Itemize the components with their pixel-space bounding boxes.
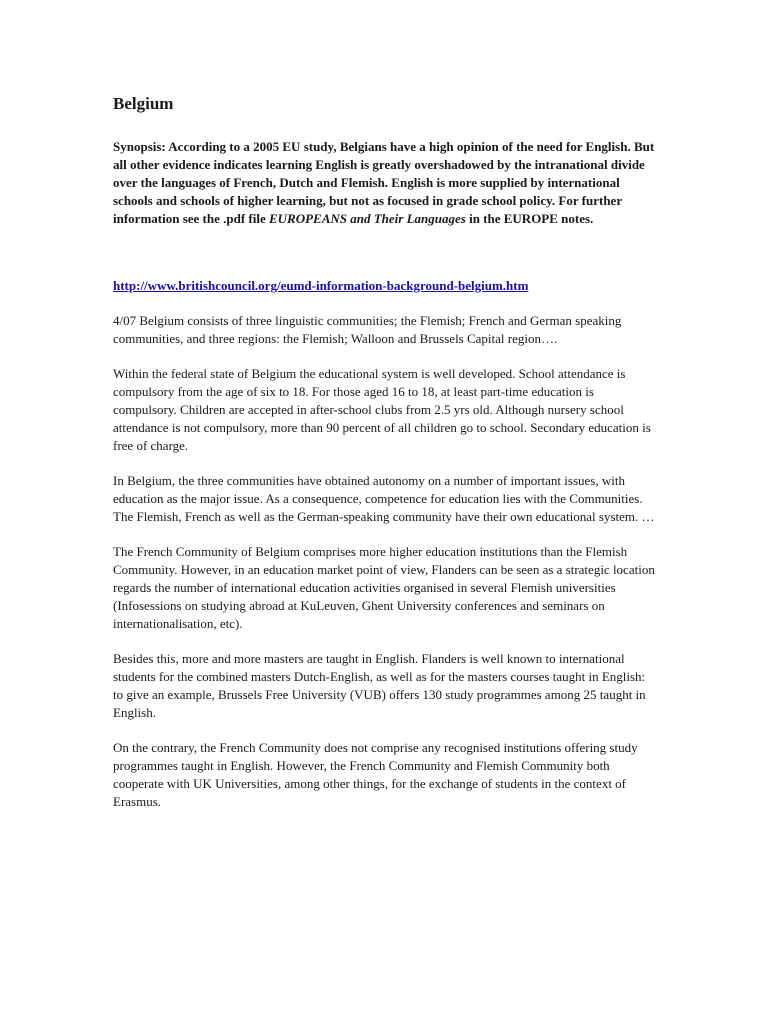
synopsis-paragraph	[113, 138, 658, 228]
document-title: Belgium	[113, 94, 174, 113]
paragraph-higher-education: The French Community of Belgium comprises more higher education institutions than the Flemish Community. However, in an education market point of view, Flanders can be seen as a strategic location regards the number of international education activities organised in several Flemish universities (Infosessions on studying abroad at KuLeuven, Ghent University conferences and seminars on internationalisation, etc).	[113, 544, 655, 631]
paragraph-masters-in-english: Besides this, more and more masters are taught in English. Flanders is well known to international students for the combined masters Dutch-English, as well as for the masters courses taught in English: to give an example, Brussels Free University (VUB) offers 130 study programmes among 25 taught in English.	[113, 651, 646, 720]
paragraph-french-community: On the contrary, the French Community does not comprise any recognised institutions offering study programmes taught in English. However, the French Community and Flemish Community both cooperate with UK Universities, among other things, for the exchange of students in the context of Erasmus.	[113, 740, 638, 809]
paragraph-community-autonomy: In Belgium, the three communities have obtained autonomy on a number of important issues, with education as the major issue. As a consequence, competence for education lies with the Communities. The Flemish, French as well as the German-speaking community have their own educational system. …	[113, 473, 655, 524]
document-page	[113, 92, 658, 811]
synopsis-text: Synopsis: According to a 2005 EU study, Belgians have a high opinion of the need for English. But all other evidence indicates learning English is greatly overshadowed by the intranational divide over the languages of French, Dutch and Flemish. English is more supplied by international schools and schools of higher learning, but not as focused in grade school policy. For further information see the .pdf file	[113, 139, 655, 226]
paragraph-educational-system: Within the federal state of Belgium the educational system is well developed. School attendance is compulsory from the age of six to 18. For those aged 16 to 18, at least part-time education is compulsory. Children are accepted in after-school clubs from 2.5 yrs old. Although nursery school attendance is not compulsory, more than 90 percent of all children go to school. Secondary education is free of charge.	[113, 366, 651, 453]
synopsis-italic-title: EUROPEANS and Their Languages	[268, 211, 466, 226]
synopsis-text-end: in the EUROPE notes.	[465, 211, 594, 226]
paragraph-linguistic-communities: 4/07 Belgium consists of three linguistic communities; the Flemish; French and German speaking communities, and three regions: the Flemish; Walloon and Brussels Capital region….	[113, 313, 622, 346]
british-council-link[interactable]: http://www.britishcouncil.org/eumd-information-background-belgium.htm	[113, 278, 529, 293]
